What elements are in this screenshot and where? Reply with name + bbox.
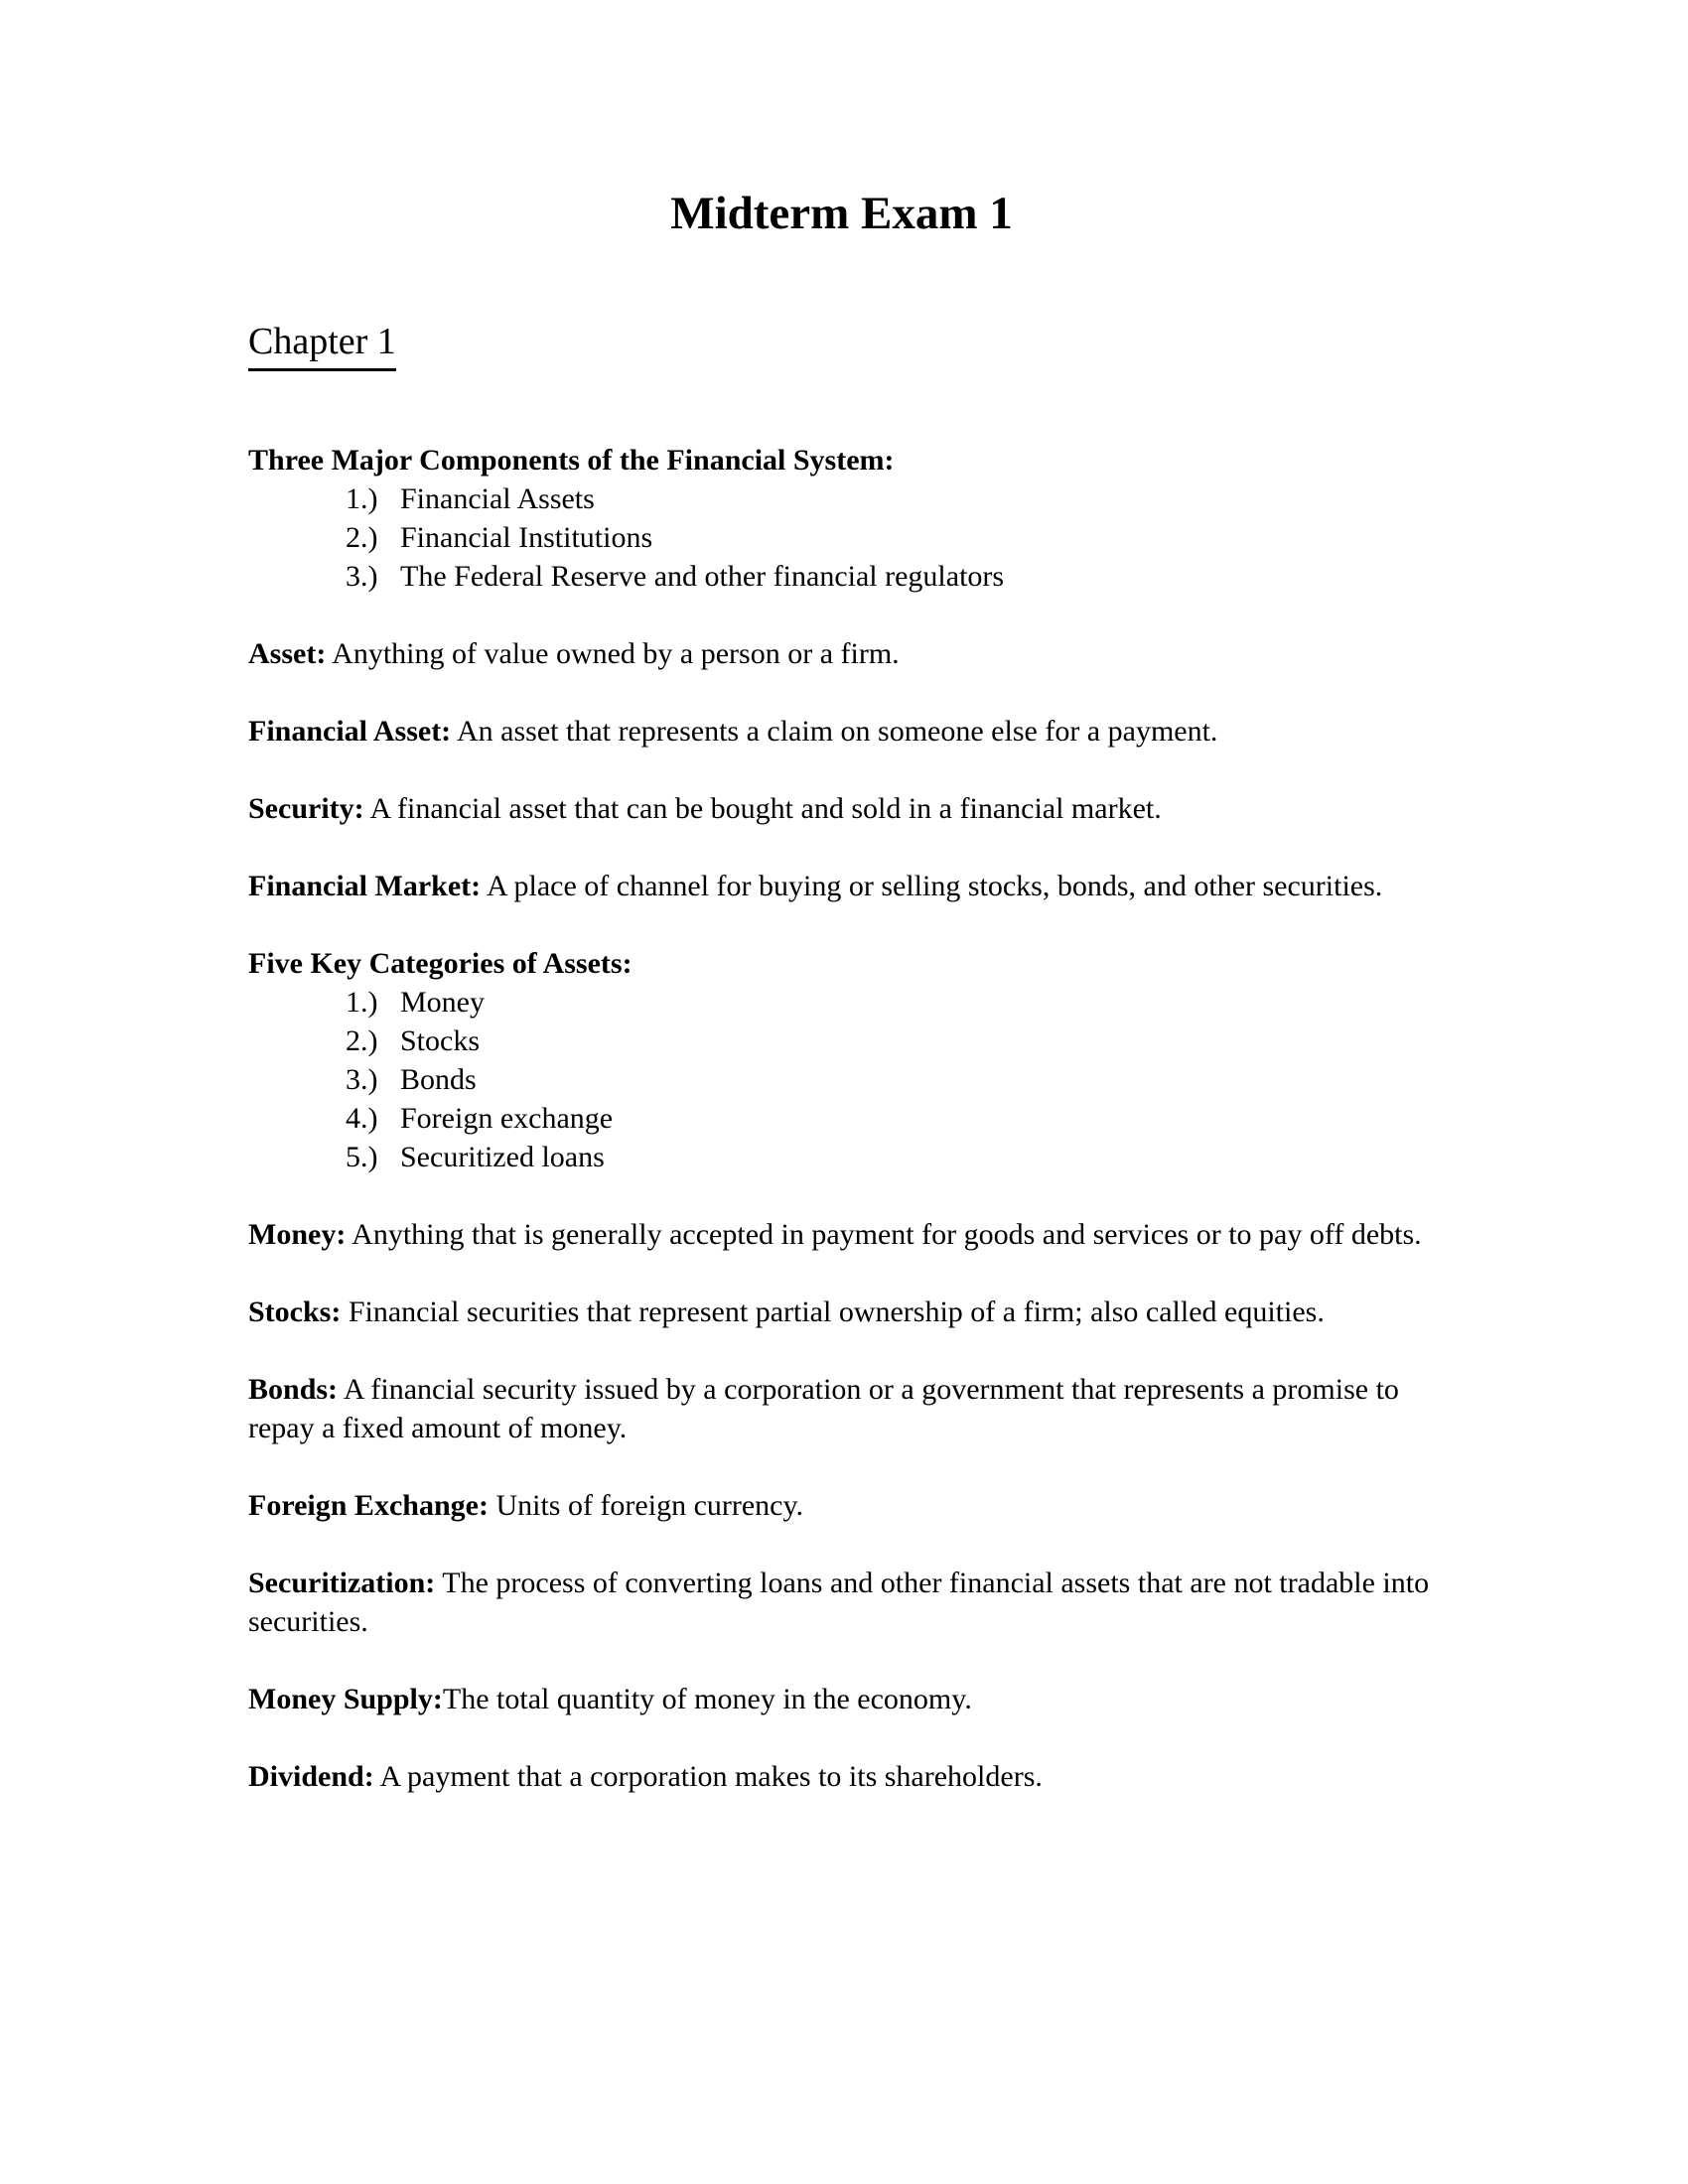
definition-financial-market — [248, 867, 1435, 905]
definition-term: Money: — [248, 1218, 347, 1251]
definition-term: Money Supply: — [248, 1683, 443, 1715]
list-item-number: 1.) — [346, 986, 378, 1019]
components-list — [248, 479, 1435, 596]
definition-money-supply — [248, 1680, 1435, 1718]
list-item-text: Financial Assets — [400, 482, 595, 515]
definition-text: Financial securities that represent partial ownership of a firm; also called equities. — [341, 1296, 1325, 1328]
definition-term: Financial Market: — [248, 870, 482, 902]
definition-text: A financial security issued by a corporation or a government that represents a promise to repay a fixed amount of money. — [248, 1373, 1399, 1444]
categories-heading: Five Key Categories of Assets: — [248, 947, 633, 980]
definition-term: Stocks: — [248, 1296, 342, 1328]
components-heading: Three Major Components of the Financial System: — [248, 444, 895, 477]
list-item — [346, 479, 1435, 518]
definition-financial-asset — [248, 712, 1435, 751]
definition-securitization — [248, 1564, 1435, 1641]
list-item — [346, 1022, 1435, 1060]
definition-security — [248, 789, 1435, 828]
categories-list — [248, 983, 1435, 1176]
definition-term: Foreign Exchange: — [248, 1489, 489, 1522]
definition-text: A place of channel for buying or selling stocks, bonds, and other securities. — [481, 870, 1383, 902]
definition-term: Securitization: — [248, 1567, 436, 1599]
chapter-heading — [248, 318, 1435, 371]
definition-term: Bonds: — [248, 1373, 339, 1406]
list-item-text: Bonds — [400, 1063, 477, 1096]
list-item — [346, 1099, 1435, 1138]
list-item-text: Financial Institutions — [400, 521, 653, 554]
list-item — [346, 983, 1435, 1022]
definition-dividend — [248, 1757, 1435, 1796]
list-item-text: Money — [400, 986, 485, 1019]
chapter-heading-text: Chapter 1 — [248, 318, 396, 371]
definition-bonds — [248, 1370, 1435, 1447]
definition-text: A payment that a corporation makes to its shareholders. — [373, 1760, 1043, 1793]
document-title: Midterm Exam 1 — [670, 188, 1013, 239]
list-item-text: Foreign exchange — [400, 1102, 614, 1135]
definition-foreign-exchange — [248, 1486, 1435, 1525]
definition-text: The process of converting loans and other financial assets that are not tradable into securities. — [248, 1567, 1430, 1638]
definition-stocks — [248, 1293, 1435, 1331]
definition-text: The total quantity of money in the economy. — [442, 1683, 972, 1715]
list-item — [346, 557, 1435, 596]
definition-text: A financial asset that can be bought and sold in a financial market. — [363, 792, 1162, 825]
definition-text: Anything that is generally accepted in payment for goods and services or to pay off debts. — [346, 1218, 1422, 1251]
list-item — [346, 1060, 1435, 1099]
definition-term: Asset: — [248, 637, 327, 670]
list-item-number: 1.) — [346, 482, 378, 515]
list-item-number: 2.) — [346, 1024, 378, 1057]
list-item-number: 3.) — [346, 560, 378, 593]
definition-text: An asset that represents a claim on someone else for a payment. — [451, 715, 1218, 748]
list-item-number: 5.) — [346, 1141, 378, 1173]
definition-term: Financial Asset: — [248, 715, 452, 748]
definition-text: Units of foreign currency. — [488, 1489, 804, 1522]
definition-money — [248, 1215, 1435, 1254]
list-item-number: 2.) — [346, 521, 378, 554]
list-item-text: Stocks — [400, 1024, 481, 1057]
definition-text: Anything of value owned by a person or a firm. — [326, 637, 900, 670]
list-item — [346, 1138, 1435, 1176]
list-item-number: 4.) — [346, 1102, 378, 1135]
list-item-text: The Federal Reserve and other financial regulators — [400, 560, 1005, 593]
definition-term: Dividend: — [248, 1760, 374, 1793]
definition-asset — [248, 634, 1435, 673]
list-item-number: 3.) — [346, 1063, 378, 1096]
definition-term: Security: — [248, 792, 364, 825]
document-body — [248, 441, 1435, 1796]
list-item — [346, 518, 1435, 557]
list-item-text: Securitized loans — [400, 1141, 605, 1173]
